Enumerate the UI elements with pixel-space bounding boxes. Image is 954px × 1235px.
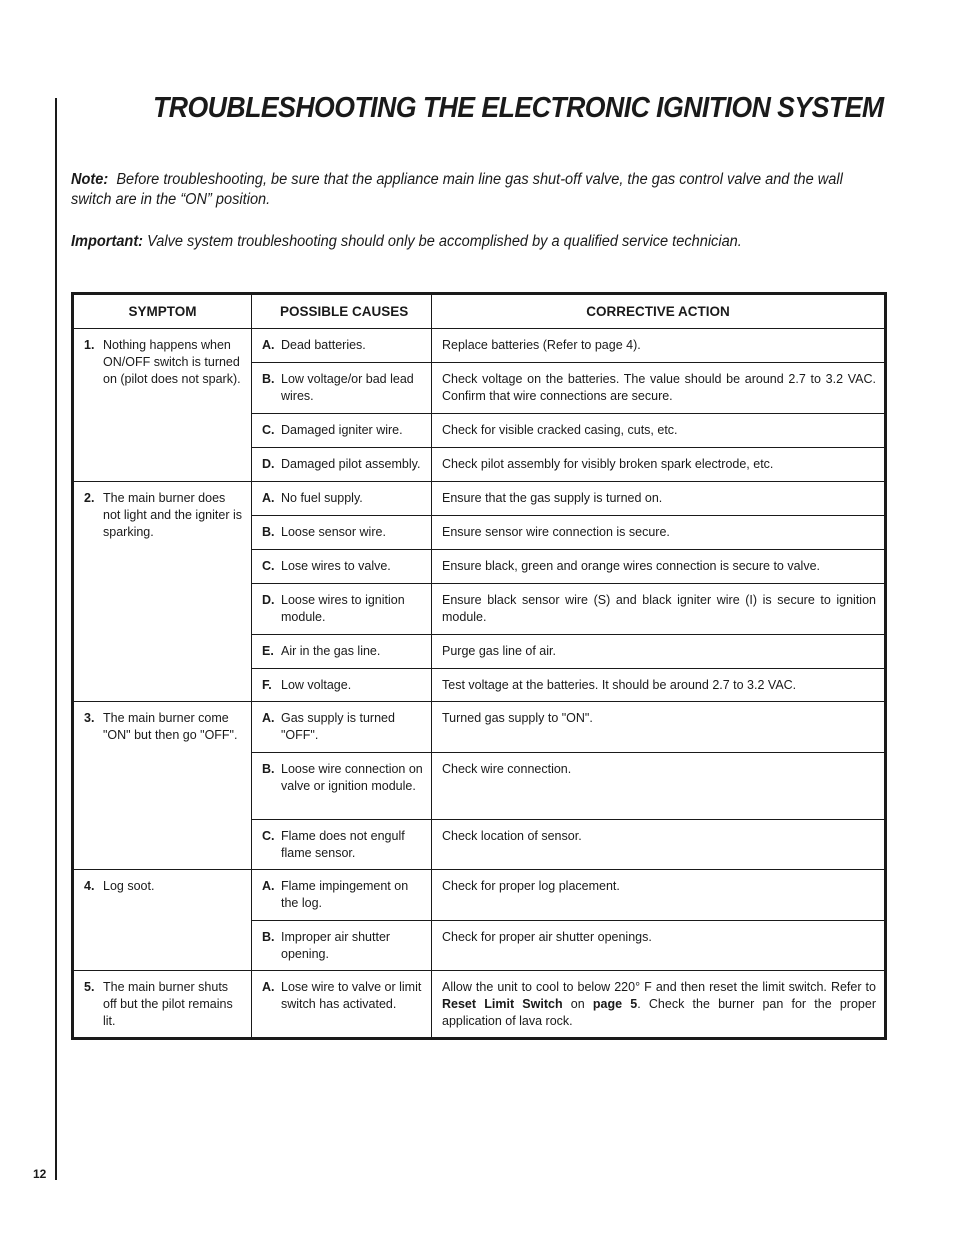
action-cell: Turned gas supply to "ON". bbox=[432, 702, 886, 753]
cause-cell bbox=[252, 550, 432, 584]
cause-cell bbox=[252, 414, 432, 448]
action-cell: Replace batteries (Refer to page 4). bbox=[432, 329, 886, 363]
table-row bbox=[73, 702, 886, 753]
cause-cell bbox=[252, 921, 432, 971]
cause-cell bbox=[252, 753, 432, 820]
action-cell: Purge gas line of air. bbox=[432, 635, 886, 669]
action-cell: Check for proper log placement. bbox=[432, 870, 886, 921]
table-header-row bbox=[73, 294, 886, 329]
symptom-text: Log soot. bbox=[103, 879, 155, 893]
cause-text: Flame does not engulf flame sensor. bbox=[281, 829, 405, 860]
cause-letter: A. bbox=[262, 711, 275, 725]
action-cell: Ensure black sensor wire (S) and black igniter wire (I) is secure to ignition module. bbox=[432, 584, 886, 635]
symptom-cell bbox=[73, 329, 252, 482]
symptom-number: 1. bbox=[84, 338, 95, 352]
cause-cell bbox=[252, 870, 432, 921]
cause-letter: A. bbox=[262, 491, 275, 505]
symptom-cell bbox=[73, 482, 252, 702]
cause-text: Low voltage/or bad lead wires. bbox=[281, 372, 414, 403]
symptom-text: The main burner does not light and the igniter is sparking. bbox=[103, 491, 242, 539]
cause-text: Loose wires to ignition module. bbox=[281, 593, 405, 624]
symptom-text: The main burner come "ON" but then go "OFF". bbox=[103, 711, 238, 742]
page-title: TROUBLESHOOTING THE ELECTRONIC IGNITION SYSTEM bbox=[153, 92, 884, 124]
cause-cell bbox=[252, 584, 432, 635]
cause-letter: C. bbox=[262, 559, 275, 573]
reset-limit-switch-ref: Reset Limit Switch bbox=[442, 997, 563, 1011]
action-cell: Check pilot assembly for visibly broken spark electrode, etc. bbox=[432, 448, 886, 482]
cause-cell bbox=[252, 329, 432, 363]
cause-cell bbox=[252, 482, 432, 516]
cause-letter: B. bbox=[262, 930, 275, 944]
header-possible-causes: POSSIBLE CAUSES bbox=[252, 294, 432, 329]
cause-text: Lose wire to valve or limit switch has activated. bbox=[281, 980, 422, 1011]
cause-cell bbox=[252, 635, 432, 669]
note-label: Note: bbox=[71, 171, 109, 188]
cause-letter: B. bbox=[262, 372, 275, 386]
action-cell: Ensure black, green and orange wires connection is secure to valve. bbox=[432, 550, 886, 584]
action-cell: Test voltage at the batteries. It should be around 2.7 to 3.2 VAC. bbox=[432, 669, 886, 702]
action-text: . Check the burner pan for the proper application of lava rock. bbox=[442, 997, 876, 1028]
cause-text: Low voltage. bbox=[281, 678, 352, 692]
action-cell: Check for proper air shutter openings. bbox=[432, 921, 886, 971]
cause-text: Loose sensor wire. bbox=[281, 525, 386, 539]
action-cell bbox=[432, 971, 886, 1039]
important-label: Important: bbox=[71, 233, 144, 250]
table-row bbox=[73, 329, 886, 363]
margin-rule bbox=[55, 98, 57, 1180]
cause-text: Flame impingement on the log. bbox=[281, 879, 409, 910]
cause-text: Damaged igniter wire. bbox=[281, 423, 403, 437]
symptom-cell bbox=[73, 971, 252, 1039]
cause-letter: F. bbox=[262, 678, 272, 692]
action-text: Allow the unit to cool to below 220° F and then reset the limit switch. Refer to bbox=[442, 980, 876, 994]
symptom-text: The main burner shuts off but the pilot remains lit. bbox=[103, 980, 233, 1028]
cause-text: Air in the gas line. bbox=[281, 644, 381, 658]
cause-text: Lose wires to valve. bbox=[281, 559, 391, 573]
cause-letter: A. bbox=[262, 879, 275, 893]
cause-cell bbox=[252, 363, 432, 414]
cause-text: Loose wire connection on valve or ignition module. bbox=[281, 762, 423, 793]
symptom-number: 5. bbox=[84, 980, 95, 994]
cause-letter: B. bbox=[262, 525, 275, 539]
cause-text: Improper air shutter opening. bbox=[281, 930, 391, 961]
header-symptom: SYMPTOM bbox=[73, 294, 252, 329]
cause-cell bbox=[252, 516, 432, 550]
cause-letter: A. bbox=[262, 980, 275, 994]
important-paragraph bbox=[71, 232, 851, 252]
cause-cell bbox=[252, 448, 432, 482]
action-cell: Check wire connection. bbox=[432, 753, 886, 820]
page-reference: page 5 bbox=[592, 997, 638, 1011]
table-row bbox=[73, 870, 886, 921]
table-row bbox=[73, 971, 886, 1039]
action-cell: Ensure that the gas supply is turned on. bbox=[432, 482, 886, 516]
action-cell: Check location of sensor. bbox=[432, 820, 886, 870]
cause-cell bbox=[252, 971, 432, 1039]
action-cell: Check voltage on the batteries. The value should be around 2.7 to 3.2 VAC. Confirm that wire connections are secure. bbox=[432, 363, 886, 414]
cause-text: No fuel supply. bbox=[281, 491, 363, 505]
cause-letter: D. bbox=[262, 457, 275, 471]
symptom-number: 2. bbox=[84, 491, 95, 505]
action-cell: Check for visible cracked casing, cuts, etc. bbox=[432, 414, 886, 448]
cause-letter: D. bbox=[262, 593, 275, 607]
header-corrective-action: CORRECTIVE ACTION bbox=[432, 294, 886, 329]
note-text: Before troubleshooting, be sure that the appliance main line gas shut-off valve, the gas control valve and the wall switch are in the “ON” position. bbox=[71, 171, 843, 208]
symptom-number: 4. bbox=[84, 879, 95, 893]
cause-text: Gas supply is turned "OFF". bbox=[281, 711, 395, 742]
cause-letter: A. bbox=[262, 338, 275, 352]
cause-letter: C. bbox=[262, 423, 275, 437]
cause-letter: C. bbox=[262, 829, 275, 843]
note-paragraph bbox=[71, 170, 851, 210]
cause-text: Damaged pilot assembly. bbox=[281, 457, 421, 471]
page-number: 12 bbox=[33, 1167, 47, 1181]
cause-letter: E. bbox=[262, 644, 274, 658]
table-row bbox=[73, 482, 886, 516]
symptom-text: Nothing happens when ON/OFF switch is turned on (pilot does not spark). bbox=[103, 338, 241, 386]
symptom-cell bbox=[73, 870, 252, 971]
troubleshooting-table bbox=[71, 292, 887, 1040]
important-text: Valve system troubleshooting should only be accomplished by a qualified service technician. bbox=[147, 233, 742, 250]
action-cell: Ensure sensor wire connection is secure. bbox=[432, 516, 886, 550]
symptom-cell bbox=[73, 702, 252, 870]
action-text: on bbox=[562, 997, 593, 1011]
cause-cell bbox=[252, 702, 432, 753]
cause-letter: B. bbox=[262, 762, 275, 776]
cause-cell bbox=[252, 820, 432, 870]
symptom-number: 3. bbox=[84, 711, 95, 725]
cause-text: Dead batteries. bbox=[281, 338, 366, 352]
cause-cell bbox=[252, 669, 432, 702]
